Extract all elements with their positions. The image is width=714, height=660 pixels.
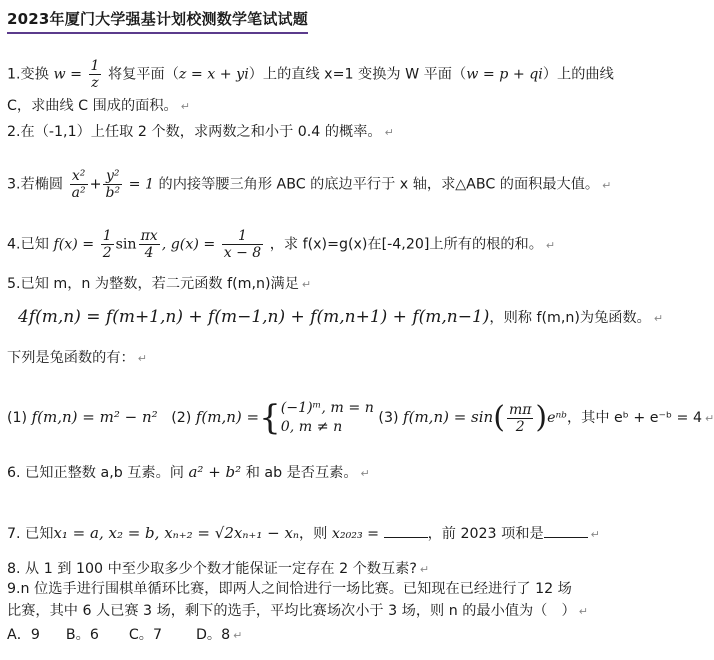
- document-title: 2023年厦门大学强基计划校测数学笔试试题: [7, 8, 308, 34]
- question-3: [7, 168, 611, 201]
- q4-gx: , g(x) =: [161, 236, 216, 253]
- q3-y2: y²: [103, 168, 122, 185]
- return-mark-icon: ↵: [704, 412, 714, 425]
- q3-x2: x²: [70, 168, 88, 185]
- q3-plus: +: [89, 176, 102, 193]
- q5-opt3-exp: eⁿᵇ: [547, 410, 567, 426]
- q5-opt3-label: (3): [378, 410, 399, 426]
- q5-eq-tail: ，则称 f(m,n)为兔函数。: [489, 310, 651, 326]
- q6-text-b: 和 ab 是否互素。: [245, 465, 358, 481]
- q5-right-paren-icon: ): [535, 400, 548, 435]
- q7-blank-2[interactable]: [544, 525, 588, 538]
- q4-text-b: ，求 f(x)=g(x)在[-4,20]上所有的根的和。: [269, 236, 543, 253]
- question-5-intro: [7, 275, 311, 294]
- q5-opt3-frac: [507, 402, 533, 435]
- q5-text-a: 5.已知 m，n 为整数，若二元函数 f(m,n)满足: [7, 276, 299, 292]
- question-5-list-intro: [7, 349, 147, 368]
- return-mark-icon: ↵: [301, 278, 312, 291]
- q4-half-num: 1: [102, 228, 112, 244]
- q1-frac-den: z: [91, 75, 99, 91]
- q1-line2-text: C，求曲线 C 围成的面积。: [7, 98, 178, 114]
- return-mark-icon: ↵: [545, 238, 556, 252]
- q7-text-b: ，则: [298, 526, 328, 542]
- return-mark-icon: ↵: [137, 352, 147, 365]
- q4-pi-den: 4: [144, 245, 154, 261]
- q1-w2-eq: w = p + qi: [466, 66, 543, 83]
- return-mark-icon: ↵: [578, 605, 588, 618]
- q1-text-d: ）上的曲线: [542, 66, 614, 83]
- q5-opt3-tail: ，其中 eᵇ + e⁻ᵇ = 4: [566, 410, 702, 426]
- q5-equation: 4f(m,n) = f(m+1,n) + f(m−1,n) + f(m,n+1) + f(m,n−1): [18, 307, 490, 327]
- q5-opt3-den: 2: [515, 418, 525, 435]
- question-1-line-1: [7, 58, 614, 91]
- q1-frac-num: 1: [90, 58, 100, 74]
- return-mark-icon: ↵: [590, 528, 600, 541]
- q6-text-a: 6. 已知正整数 a,b 互素。问: [7, 465, 184, 481]
- question-5-options: [7, 399, 714, 437]
- q5-list-intro: 下列是兔函数的有：: [7, 350, 135, 366]
- q5-opt2-cases: [281, 399, 374, 437]
- q1-text-a: 1.变换: [7, 66, 49, 83]
- q4-g-den: x − 8: [223, 245, 262, 261]
- question-1-line-2: [7, 97, 190, 116]
- q1-text-c: ）上的直线 x=1 变换为 W 平面（: [248, 66, 467, 83]
- return-mark-icon: ↵: [180, 100, 190, 113]
- q7-blank-1[interactable]: [384, 525, 428, 538]
- return-mark-icon: ↵: [419, 563, 430, 576]
- q4-fx: f(x) =: [53, 236, 95, 253]
- q5-case2: 0, m ≠ n: [280, 419, 343, 435]
- q3-b2: b²: [105, 185, 121, 201]
- return-mark-icon: ↵: [602, 178, 612, 192]
- question-5-equation: [18, 308, 663, 328]
- q9-option-d: D。8: [196, 627, 231, 643]
- q6-expr: a² + b²: [188, 463, 242, 481]
- return-mark-icon: ↵: [233, 629, 243, 642]
- q9-line2: 比赛，其中 6 人已赛 3 场，剩下的选手，平均比赛场次小于 3 场，则 n 的最小值为（ ）: [7, 603, 576, 619]
- question-4: [7, 228, 555, 261]
- q1-text-b: 将复平面（: [107, 66, 179, 83]
- q1-w-eq: w =: [53, 66, 82, 83]
- q4-half-den: 2: [102, 245, 112, 261]
- q7-sequence: x₁ = a, x₂ = b, xₙ₊₂ = √2xₙ₊₁ − xₙ: [53, 524, 299, 542]
- question-9-line-1: [7, 580, 572, 598]
- q8-text: 8. 从 1 到 100 中至少取多少个数才能保证一定存在 2 个数互素?: [7, 561, 417, 577]
- q3-fraction-x: [70, 168, 88, 201]
- q4-text-a: 4.已知: [7, 236, 49, 253]
- q7-text-c: ，前 2023 项和是: [427, 526, 544, 542]
- q5-opt1: f(m,n) = m² − n²: [31, 408, 158, 426]
- question-2: [7, 123, 394, 142]
- q5-opt2-lhs: f(m,n) =: [195, 408, 260, 426]
- question-8: [7, 560, 429, 579]
- q3-text-b: 的内接等腰三角形 ABC 的底边平行于 x 轴，求△ABC 的面积最大值。: [158, 176, 600, 193]
- q4-g-num: 1: [222, 228, 263, 245]
- question-9-line-2: [7, 602, 588, 621]
- q3-a2: a²: [71, 185, 86, 201]
- q5-opt3-num: mπ: [508, 401, 532, 418]
- q3-fraction-y: [103, 168, 122, 201]
- return-mark-icon: ↵: [360, 467, 370, 480]
- q4-sin: sin: [115, 236, 137, 253]
- q5-opt2-label: (2): [171, 410, 192, 426]
- q5-left-paren-icon: (: [493, 400, 505, 435]
- q9-line1: 9.n 位选手进行围棋单循环比赛，即两人之间恰进行一场比赛。已知现在已经进行了 12 场: [7, 581, 572, 597]
- q9-option-a: A．9: [7, 627, 40, 643]
- q5-case1: (−1)ᵐ, m = n: [280, 400, 374, 416]
- q1-z-eq: z = x + yi: [178, 66, 249, 83]
- q4-half: [101, 228, 114, 261]
- return-mark-icon: ↵: [653, 312, 664, 325]
- question-7: [7, 524, 600, 544]
- q3-text-a: 3.若椭圆: [7, 176, 64, 193]
- q7-x2023: x₂₀₂₃ =: [331, 526, 380, 542]
- q4-g-frac: [222, 228, 263, 261]
- q4-pi-num: πx: [140, 228, 158, 244]
- q5-opt3-lhs: f(m,n) = sin: [403, 408, 494, 426]
- q9-option-c: C。7: [128, 627, 162, 643]
- return-mark-icon: ↵: [384, 126, 394, 139]
- q3-eq: = 1: [128, 176, 155, 193]
- q7-text-a: 7. 已知: [7, 526, 54, 542]
- question-9-options: [7, 626, 242, 645]
- q2-text: 2.在（-1,1）上任取 2 个数，求两数之和小于 0.4 的概率。: [7, 124, 382, 140]
- question-6: [7, 463, 370, 483]
- q5-opt1-label: (1): [7, 410, 28, 426]
- q4-pi-frac: [139, 228, 160, 261]
- q5-brace-icon: {: [259, 398, 281, 438]
- q1-fraction: [89, 58, 102, 91]
- q9-option-b: B。6: [65, 627, 99, 643]
